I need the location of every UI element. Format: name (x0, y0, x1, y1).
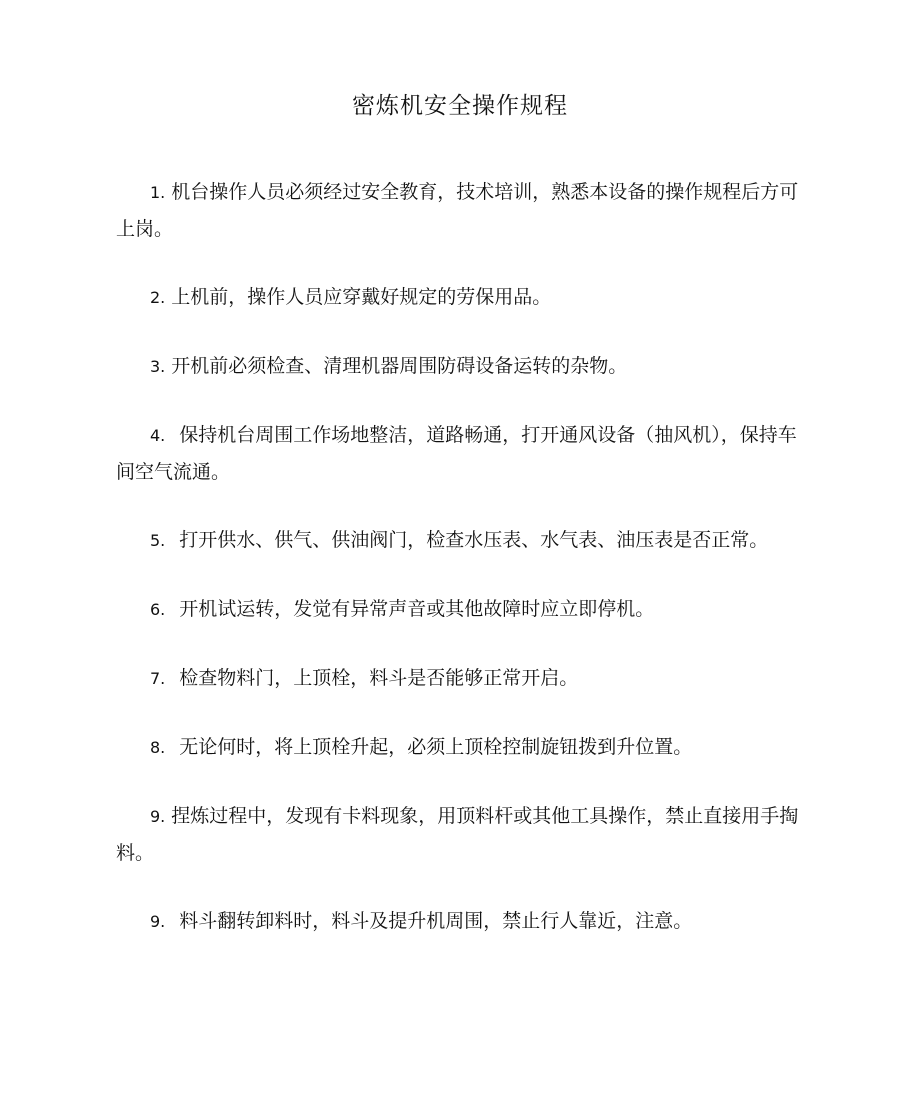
rule-text: 开机试运转，发觉有异常声音或其他故障时应立即停机。 (179, 598, 655, 620)
rule-number: 8. (150, 738, 166, 757)
page-title: 密炼机安全操作规程 (352, 93, 568, 119)
rules-list (116, 174, 806, 972)
rule-item (116, 729, 806, 766)
rule-text: 料斗翻转卸料时，料斗及提升机周围，禁止行人靠近，注意。 (179, 910, 693, 932)
rule-number: 5. (150, 531, 166, 550)
rule-text: 检查物料门，上顶栓，料斗是否能够正常开启。 (179, 667, 579, 689)
rule-text: 开机前必须检查、清理机器周围防碍设备运转的杂物。 (171, 355, 628, 377)
rule-item (116, 660, 806, 697)
rule-item (116, 174, 806, 247)
rule-text: 保持机台周围工作场地整洁，道路畅通，打开通风设备（抽风机），保持车间空气流通。 (116, 424, 797, 483)
rule-number: 7. (150, 669, 166, 688)
rule-item (116, 591, 806, 628)
rule-number: 2. (150, 288, 166, 307)
rule-text: 无论何时，将上顶栓升起，必须上顶栓控制旋钮拨到升位置。 (179, 736, 693, 758)
rule-number: 9. (150, 912, 166, 931)
rule-item (116, 522, 806, 559)
rule-text: 捏炼过程中，发现有卡料现象，用顶料杆或其他工具操作，禁止直接用手掏料。 (116, 805, 799, 864)
rule-number: 1. (150, 183, 166, 202)
rule-number: 3. (150, 357, 166, 376)
rule-item (116, 903, 806, 940)
rule-text: 上机前，操作人员应穿戴好规定的劳保用品。 (171, 286, 552, 308)
rule-item (116, 348, 806, 385)
rule-number: 4. (150, 426, 166, 445)
rule-text: 打开供水、供气、供油阀门，检查水压表、水气表、油压表是否正常。 (179, 529, 769, 551)
rule-item (116, 798, 806, 871)
rule-number: 6. (150, 600, 166, 619)
rule-text: 机台操作人员必须经过安全教育，技术培训，熟悉本设备的操作规程后方可上岗。 (116, 181, 799, 240)
rule-item (116, 417, 806, 490)
rule-number: 9. (150, 807, 166, 826)
rule-item (116, 279, 806, 316)
